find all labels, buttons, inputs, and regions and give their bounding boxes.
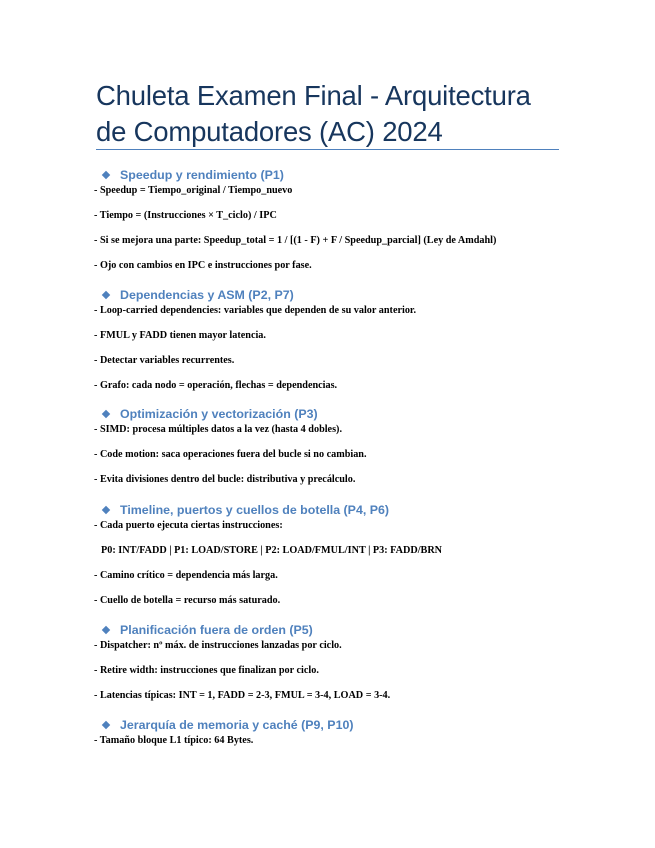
section-item-list bbox=[94, 734, 574, 747]
list-item: - Grafo: cada nodo = operación, flechas = dependencias. bbox=[94, 380, 338, 391]
section-planificacion bbox=[94, 621, 574, 702]
list-item: - Retire width: instrucciones que finalizan por ciclo. bbox=[94, 665, 319, 676]
section-heading bbox=[94, 621, 574, 639]
section-heading-text: Optimización y vectorización (P3) bbox=[120, 407, 318, 421]
section-item-list bbox=[94, 304, 574, 392]
section-heading bbox=[94, 405, 574, 423]
section-heading bbox=[94, 286, 574, 304]
list-item: - Latencias típicas: INT = 1, FADD = 2-3, FMUL = 3-4, LOAD = 3-4. bbox=[94, 690, 391, 701]
list-item: - Cada puerto ejecuta ciertas instrucciones: bbox=[94, 520, 283, 531]
list-item: - FMUL y FADD tienen mayor latencia. bbox=[94, 330, 266, 341]
section-speedup bbox=[94, 166, 574, 272]
section-heading-text: Speedup y rendimiento (P1) bbox=[120, 168, 284, 182]
section-optimizacion bbox=[94, 405, 574, 486]
diamond-bullet-icon bbox=[102, 626, 110, 634]
list-item: - Detectar variables recurrentes. bbox=[94, 355, 235, 366]
section-heading bbox=[94, 501, 574, 519]
section-heading bbox=[94, 716, 574, 734]
section-item-list bbox=[94, 519, 574, 607]
list-item: - Dispatcher: nº máx. de instrucciones lanzadas por ciclo. bbox=[94, 640, 342, 651]
diamond-bullet-icon bbox=[102, 721, 110, 729]
list-item: - Tiempo = (Instrucciones × T_ciclo) / IPC bbox=[94, 210, 277, 221]
section-heading-text: Timeline, puertos y cuellos de botella (P4, P6) bbox=[120, 503, 390, 517]
section-heading-text: Jerarquía de memoria y caché (P9, P10) bbox=[120, 718, 354, 732]
list-item: - SIMD: procesa múltiples datos a la vez (hasta 4 dobles). bbox=[94, 424, 342, 435]
title-underline bbox=[96, 149, 559, 150]
section-item-list bbox=[94, 184, 574, 272]
list-item: - Camino crítico = dependencia más larga. bbox=[94, 570, 278, 581]
section-heading bbox=[94, 166, 574, 184]
section-timeline bbox=[94, 501, 574, 607]
section-item-list bbox=[94, 423, 574, 486]
list-item: - Code motion: saca operaciones fuera del bucle si no cambian. bbox=[94, 449, 367, 460]
document-title: Chuleta Examen Final - Arquitectura de Computadores (AC) 2024 bbox=[96, 80, 531, 147]
diamond-bullet-icon bbox=[102, 506, 110, 514]
diamond-bullet-icon bbox=[102, 291, 110, 299]
list-item: - Ojo con cambios en IPC e instrucciones por fase. bbox=[94, 260, 312, 271]
section-memoria bbox=[94, 716, 574, 747]
section-heading-text: Planificación fuera de orden (P5) bbox=[120, 623, 313, 637]
list-item: - Cuello de botella = recurso más saturado. bbox=[94, 595, 281, 606]
section-item-list bbox=[94, 639, 574, 702]
diamond-bullet-icon bbox=[102, 410, 110, 418]
ports-line: P0: INT/FADD | P1: LOAD/STORE | P2: LOAD/FMUL/INT | P3: FADD/BRN bbox=[101, 545, 443, 556]
list-item: - Tamaño bloque L1 típico: 64 Bytes. bbox=[94, 735, 254, 746]
list-item: - Loop-carried dependencies: variables que dependen de su valor anterior. bbox=[94, 305, 417, 316]
section-heading-text: Dependencias y ASM (P2, P7) bbox=[120, 288, 294, 302]
list-item: - Speedup = Tiempo_original / Tiempo_nuevo bbox=[94, 185, 293, 196]
section-dependencias bbox=[94, 286, 574, 392]
list-item: - Evita divisiones dentro del bucle: distributiva y precálculo. bbox=[94, 474, 356, 485]
diamond-bullet-icon bbox=[102, 171, 110, 179]
list-item: - Si se mejora una parte: Speedup_total = 1 / [(1 - F) + F / Speedup_parcial] (Ley de Amdahl) bbox=[94, 235, 497, 246]
